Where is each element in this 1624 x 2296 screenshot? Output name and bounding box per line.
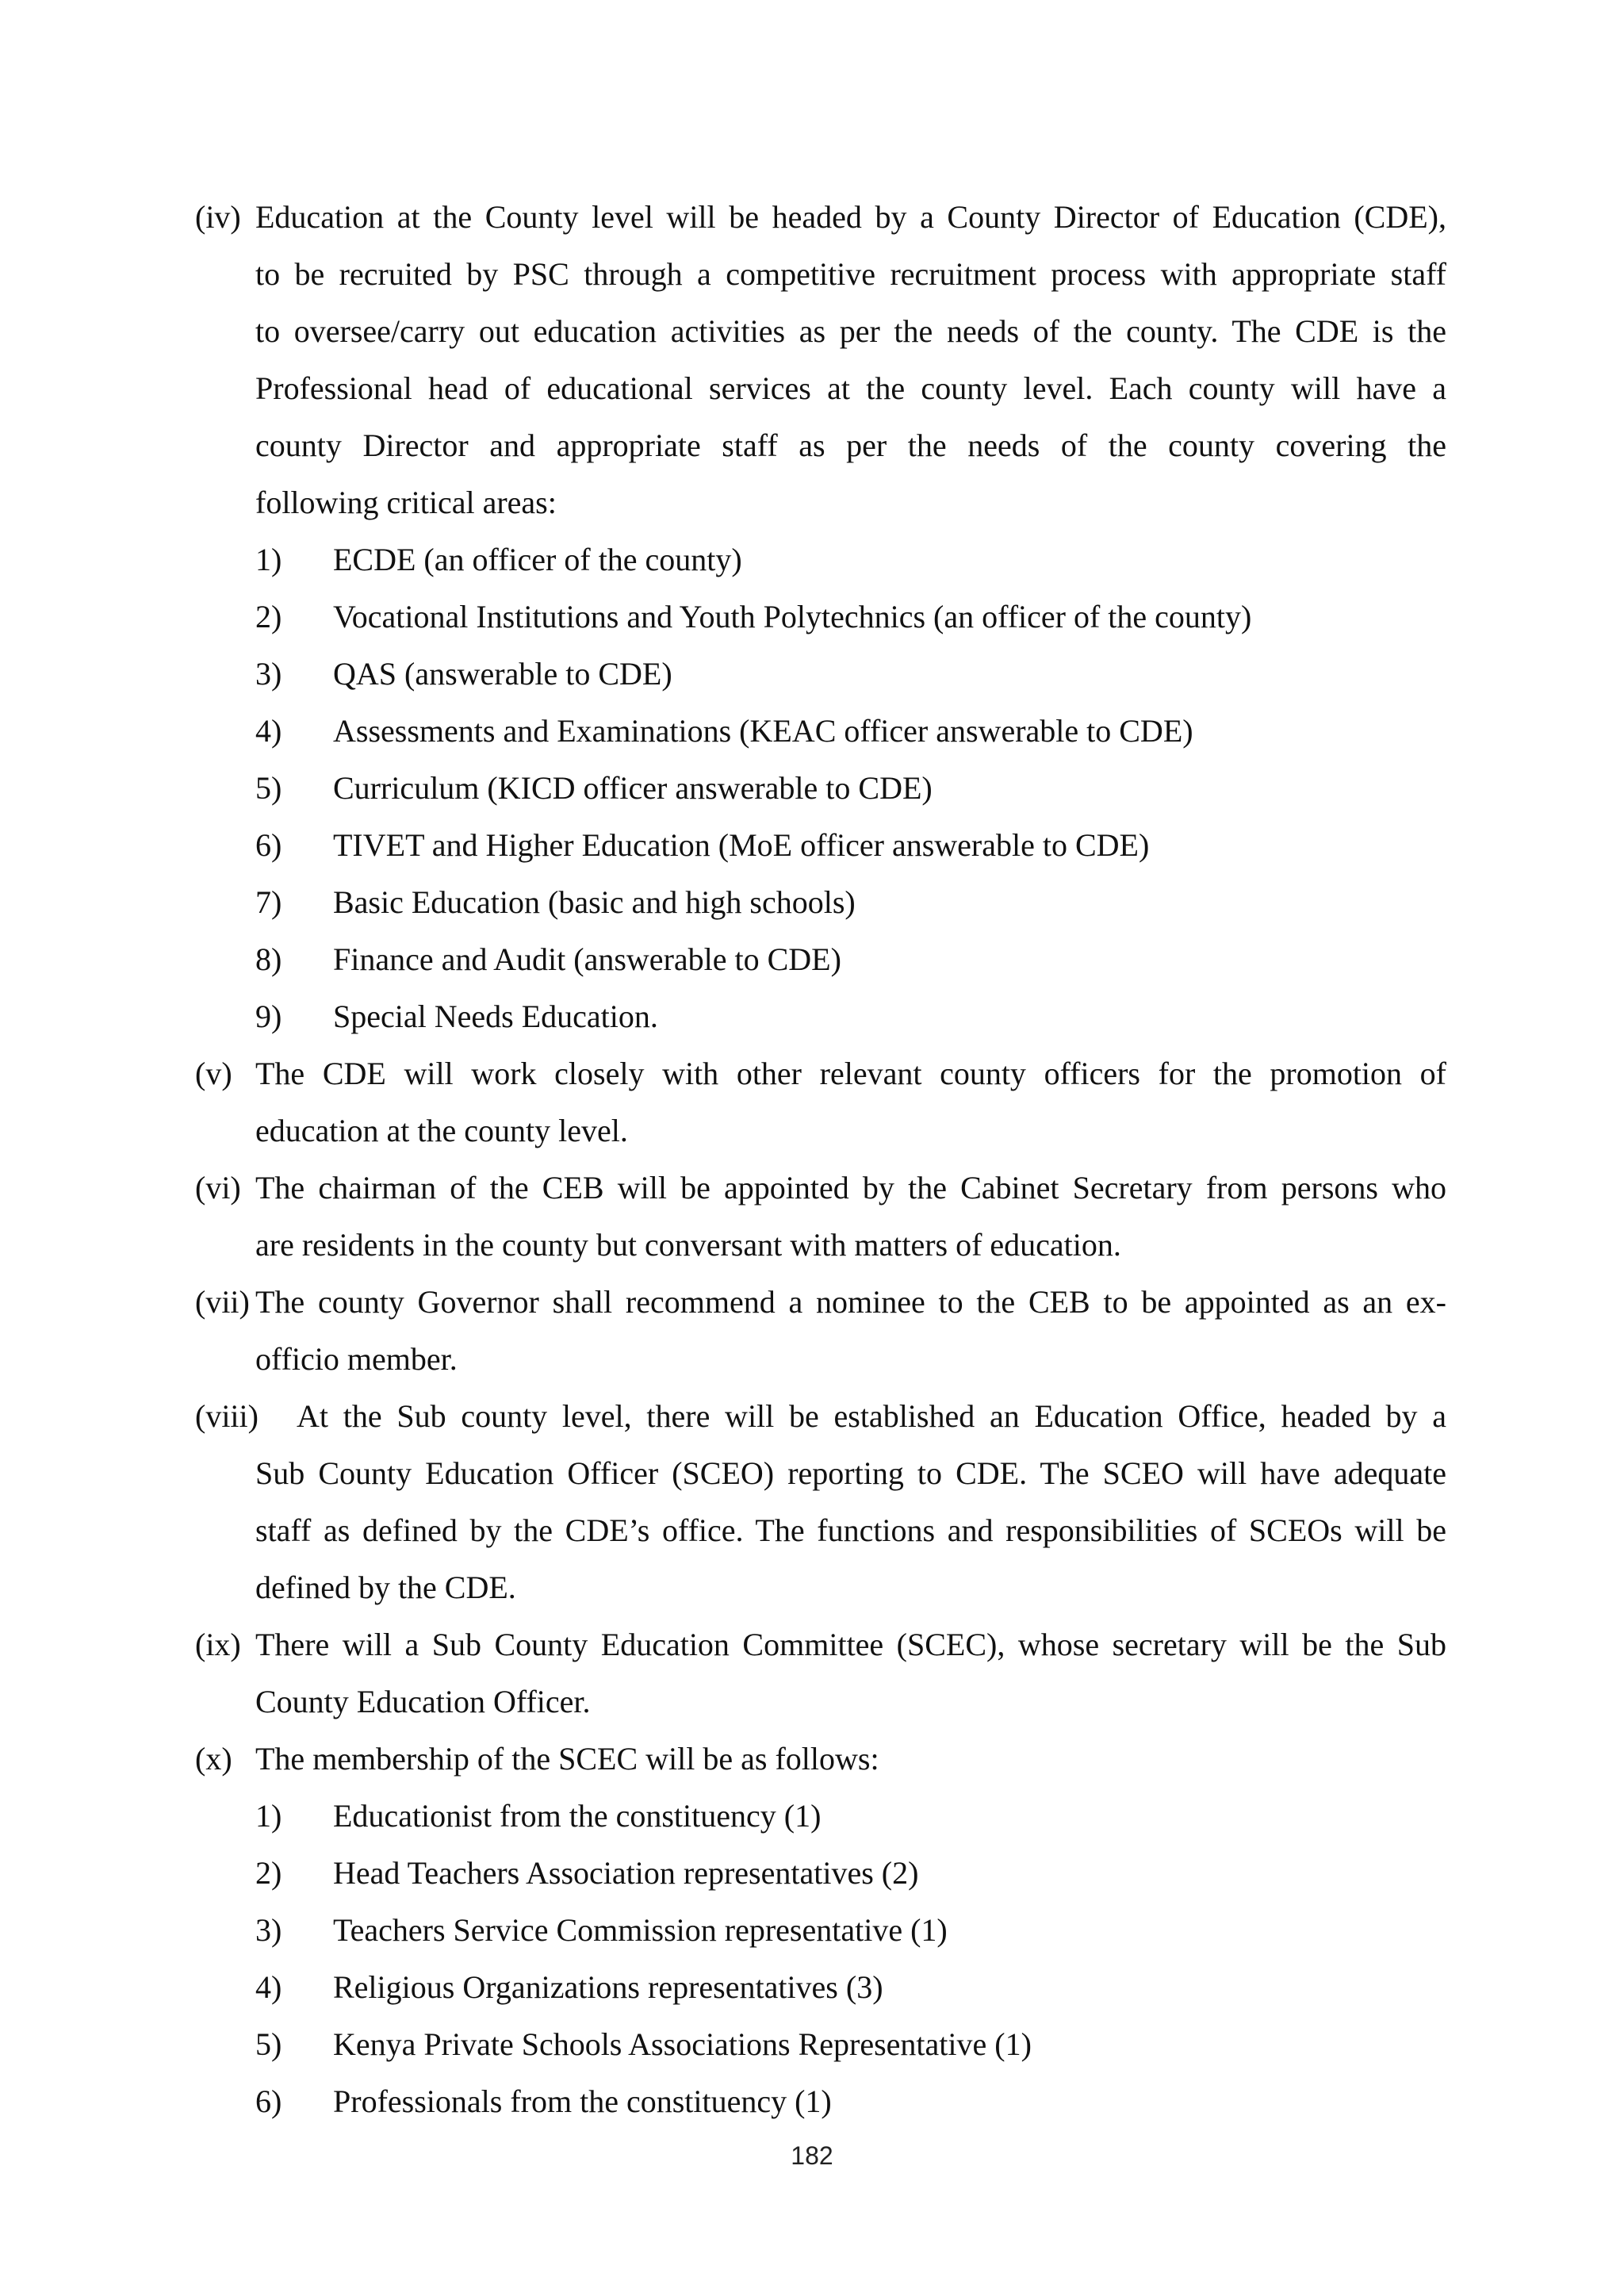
list-item-number: 8) <box>255 941 282 977</box>
list-item-number: 9) <box>255 999 282 1034</box>
paragraph-text: officio member. <box>255 1341 458 1377</box>
page-number: 182 <box>791 2141 833 2170</box>
list-item-number: 2) <box>255 599 282 634</box>
paragraph-text: The county Governor shall recommend a nominee to the CEB to be appointed as an ex- <box>255 1284 1446 1320</box>
paragraph-text: The chairman of the CEB will be appointed by the Cabinet Secretary from persons who <box>255 1170 1446 1205</box>
list-item-number: 3) <box>255 1912 282 1948</box>
paragraph-text: education at the county level. <box>255 1113 628 1148</box>
list-item-text: Teachers Service Commission representative (1) <box>333 1912 948 1948</box>
list-item-number: 5) <box>255 2026 282 2062</box>
paragraph-text: to oversee/carry out education activities as per the needs of the county. The CDE is the <box>255 313 1446 349</box>
list-item-text: QAS (answerable to CDE) <box>333 656 672 692</box>
paragraph-text: are residents in the county but conversant with matters of education. <box>255 1227 1121 1263</box>
list-item-number: 6) <box>255 2083 282 2119</box>
paragraph-text: County Education Officer. <box>255 1684 591 1719</box>
list-item-number: 6) <box>255 827 282 863</box>
paragraph-label: (vii) <box>195 1284 250 1320</box>
list-item-number: 3) <box>255 656 282 692</box>
paragraph-label: (x) <box>195 1741 232 1777</box>
paragraph-text: Sub County Education Officer (SCEO) reporting to CDE. The SCEO will have adequate <box>255 1455 1446 1491</box>
list-item-text: Finance and Audit (answerable to CDE) <box>333 941 841 977</box>
paragraph-text: There will a Sub County Education Committee (SCEC), whose secretary will be the Sub <box>255 1627 1446 1662</box>
paragraph-label: (viii) <box>195 1398 259 1434</box>
list-item-number: 4) <box>255 713 282 749</box>
list-item-text: Professionals from the constituency (1) <box>333 2083 832 2119</box>
paragraph-text: staff as defined by the CDE’s office. The functions and responsibilities of SCEOs will be <box>255 1512 1446 1548</box>
list-item-text: Educationist from the constituency (1) <box>333 1798 822 1834</box>
paragraph-text: The membership of the SCEC will be as follows: <box>255 1741 879 1777</box>
paragraph-label: (vi) <box>195 1170 241 1205</box>
list-item-number: 2) <box>255 1855 282 1891</box>
paragraph-label: (v) <box>195 1056 232 1091</box>
paragraph-text: following critical areas: <box>255 485 557 520</box>
list-item-text: Curriculum (KICD officer answerable to CDE) <box>333 770 933 806</box>
list-item-text: Head Teachers Association representatives (2) <box>333 1855 919 1891</box>
list-item-number: 4) <box>255 1969 282 2005</box>
list-item-number: 7) <box>255 884 282 920</box>
paragraph-text: Education at the County level will be headed by a County Director of Education (CDE), <box>255 199 1446 235</box>
list-item-number: 5) <box>255 770 282 806</box>
list-item-text: TIVET and Higher Education (MoE officer answerable to CDE) <box>333 827 1150 863</box>
paragraph-text: county Director and appropriate staff as per the needs of the county covering the <box>255 427 1446 463</box>
list-item-number: 1) <box>255 542 282 577</box>
paragraph-text: defined by the CDE. <box>255 1570 516 1605</box>
list-item-text: Basic Education (basic and high schools) <box>333 884 856 920</box>
paragraph-text: Professional head of educational services at the county level. Each county will have a <box>255 370 1446 406</box>
paragraph-text: to be recruited by PSC through a competitive recruitment process with appropriate staff <box>255 256 1446 292</box>
paragraph-label: (ix) <box>195 1627 241 1662</box>
list-item-text: Vocational Institutions and Youth Polytechnics (an officer of the county) <box>333 599 1252 634</box>
paragraph-text: At the Sub county level, there will be established an Education Office, headed by a <box>297 1398 1446 1434</box>
list-item-text: Kenya Private Schools Associations Representative (1) <box>333 2026 1032 2062</box>
paragraph-text: The CDE will work closely with other relevant county officers for the promotion of <box>255 1056 1446 1091</box>
list-item-text: Assessments and Examinations (KEAC officer answerable to CDE) <box>333 713 1193 749</box>
list-item-text: ECDE (an officer of the county) <box>333 542 742 577</box>
list-item-text: Religious Organizations representatives (3) <box>333 1969 883 2005</box>
paragraph-label: (iv) <box>195 199 241 235</box>
list-item-text: Special Needs Education. <box>333 999 658 1034</box>
list-item-number: 1) <box>255 1798 282 1834</box>
